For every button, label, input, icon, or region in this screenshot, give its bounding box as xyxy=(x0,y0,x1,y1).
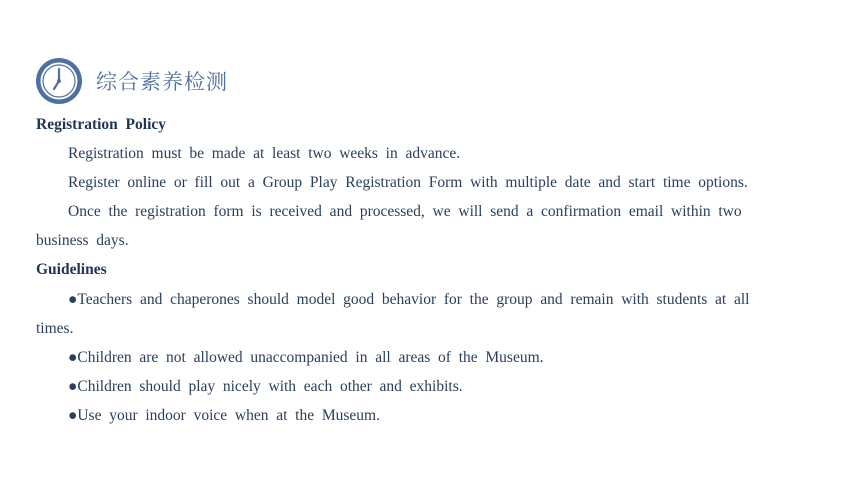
guideline-item: ●Children should play nicely with each other and exhibits. xyxy=(68,378,463,395)
guideline-item: ●Children are not allowed unaccompanied in all areas of the Museum. xyxy=(68,349,544,366)
guidelines-heading: Guidelines xyxy=(36,261,107,278)
clock-icon xyxy=(34,56,84,106)
guideline-item: ●Teachers and chaperones should model good behavior for the group and remain with students at all xyxy=(68,291,750,308)
section-title: 综合素养检测 xyxy=(96,70,228,94)
section-header xyxy=(34,56,228,106)
registration-item-continued: business days. xyxy=(36,232,129,249)
guideline-item: ●Use your indoor voice when at the Museum. xyxy=(68,407,380,424)
registration-item: Once the registration form is received and processed, we will send a confirmation email within two xyxy=(68,203,742,220)
registration-item: Registration must be made at least two weeks in advance. xyxy=(68,145,461,162)
registration-item: Register online or fill out a Group Play Registration Form with multiple date and start time options. xyxy=(68,174,748,191)
guideline-item-continued: times. xyxy=(36,320,74,337)
registration-heading: Registration Policy xyxy=(36,116,167,133)
